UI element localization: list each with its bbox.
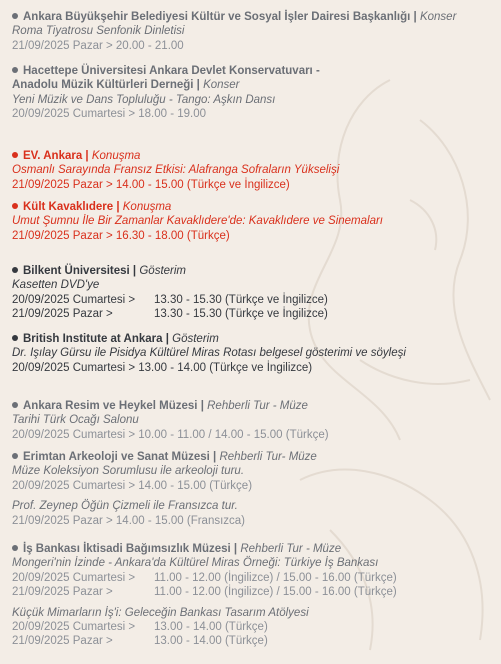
event-venue: Kült Kavaklıdere | — [23, 201, 120, 213]
event-title: Dr. Işılay Gürsu ile Pisidya Kültürel Miras Rotası belgesel gösterimi ve söyleşi — [12, 347, 406, 360]
event-title-2: Prof. Zeynep Öğün Çizmeli ile Fransızca tur. — [12, 500, 238, 513]
event-category: Konser — [203, 79, 240, 92]
event-resim-heykel — [12, 399, 497, 442]
event-category: Rehberli Tur - Müze — [207, 400, 308, 412]
event-kult-kavaklidere — [12, 200, 497, 243]
event-category: Konuşma — [91, 150, 141, 162]
event-date-row: 21/09/2025 Pazar > 13.00 - 14.00 (Türkçe) — [12, 635, 268, 648]
event-title: Mongeri'nin İzinde - Ankara'da Kültürel Miras Örneği: Türkiye İş Bankası — [12, 557, 379, 570]
event-date-row: 21/09/2025 Pazar > 13.30 - 15.30 (Türkçe ve İngilizce) — [12, 308, 328, 321]
event-date: 20/09/2025 Cumartesi > 10.00 - 11.00 / 14.00 - 15.00 (Türkçe) — [12, 428, 329, 441]
bullet-icon — [12, 453, 18, 459]
event-date: 21/09/2025 Pazar > 16.30 - 18.00 (Türkçe) — [12, 229, 230, 242]
event-category: Gösterim — [172, 333, 219, 345]
event-title: Umut Şumnu İle Bir Zamanlar Kavaklıdere'de: Kavaklıdere ve Sinemaları — [12, 215, 383, 228]
event-venue: Bilkent Üniversitesi | — [23, 265, 137, 277]
event-venue: Hacettepe Üniversitesi Ankara Devlet Konservatuvarı - — [23, 65, 320, 77]
event-venue: Ankara Büyükşehir Belediyesi Kültür ve Sosyal İşler Dairesi Başkanlığı | — [23, 11, 417, 23]
event-bilkent — [12, 264, 497, 322]
event-ankara-bb — [12, 10, 497, 53]
bullet-icon — [12, 13, 18, 19]
event-title: Müze Koleksiyon Sorumlusu ile arkeoloji turu. — [12, 465, 245, 478]
event-date-row: 21/09/2025 Pazar > 11.00 - 12.00 (İngilizce) / 15.00 - 16.00 (Türkçe) — [12, 586, 397, 599]
bullet-icon — [12, 267, 18, 273]
event-title: Roma Tiyatrosu Senfonik Dinletisi — [12, 25, 185, 38]
event-date: 20/09/2025 Cumartesi > 13.00 - 14.00 (Türkçe ve İngilizce) — [12, 361, 313, 374]
event-is-bankasi — [12, 542, 497, 649]
bullet-icon — [12, 152, 18, 158]
event-venue: Ankara Resim ve Heykel Müzesi | — [23, 400, 204, 412]
event-category: Konuşma — [122, 201, 172, 213]
event-date-row: 20/09/2025 Cumartesi > 11.00 - 12.00 (İngilizce) / 15.00 - 16.00 (Türkçe) — [12, 571, 397, 584]
event-venue: EV. Ankara | — [23, 150, 89, 162]
bullet-icon — [12, 67, 18, 73]
event-ev-ankara — [12, 149, 497, 192]
event-title: Kasetten DVD'ye — [12, 279, 100, 292]
event-category: Rehberli Tur - Müze — [240, 543, 342, 555]
bullet-icon — [12, 545, 18, 551]
event-british-institute — [12, 332, 497, 375]
event-erimtan — [12, 450, 497, 528]
bullet-icon — [12, 203, 18, 209]
event-title-2: Küçük Mimarların İş'i: Geleceğin Bankası Tasarım Atölyesi — [12, 606, 309, 619]
event-hacettepe — [12, 64, 497, 122]
event-venue-line2: Anadolu Müzik Kültürleri Derneği | — [12, 79, 200, 92]
event-date: 20/09/2025 Cumartesi > 18.00 - 19.00 — [12, 108, 207, 121]
event-category: Konser — [419, 11, 457, 23]
event-date: 21/09/2025 Pazar > 20.00 - 21.00 — [12, 39, 184, 52]
bullet-icon — [12, 402, 18, 408]
event-date: 21/09/2025 Pazar > 14.00 - 15.00 (Türkçe ve İngilizce) — [12, 178, 290, 191]
event-category: Rehberli Tur- Müze — [219, 451, 317, 463]
event-title: Tarihi Türk Ocağı Salonu — [12, 414, 139, 427]
event-venue: Erimtan Arkeoloji ve Sanat Müzesi | — [23, 451, 217, 463]
bullet-icon — [12, 335, 18, 341]
event-title: Yeni Müzik ve Dans Topluluğu - Tango: Aşkın Dansı — [12, 93, 276, 106]
event-date-row: 20/09/2025 Cumartesi > 13.00 - 14.00 (Türkçe) — [12, 621, 268, 634]
event-date: 20/09/2025 Cumartesi > 14.00 - 15.00 (Türkçe) — [12, 479, 253, 492]
event-category: Gösterim — [139, 265, 187, 277]
event-date-2: 21/09/2025 Pazar > 14.00 - 15.00 (Fransızca) — [12, 514, 246, 527]
event-date-row: 20/09/2025 Cumartesi > 13.30 - 15.30 (Türkçe ve İngilizce) — [12, 293, 328, 306]
event-venue: İş Bankası İktisadi Bağımsızlık Müzesi | — [23, 543, 238, 555]
event-venue: British Institute at Ankara | — [23, 333, 169, 345]
event-title: Osmanlı Sarayında Fransız Etkisi: Alafranga Sofraların Yükselişi — [12, 164, 340, 177]
